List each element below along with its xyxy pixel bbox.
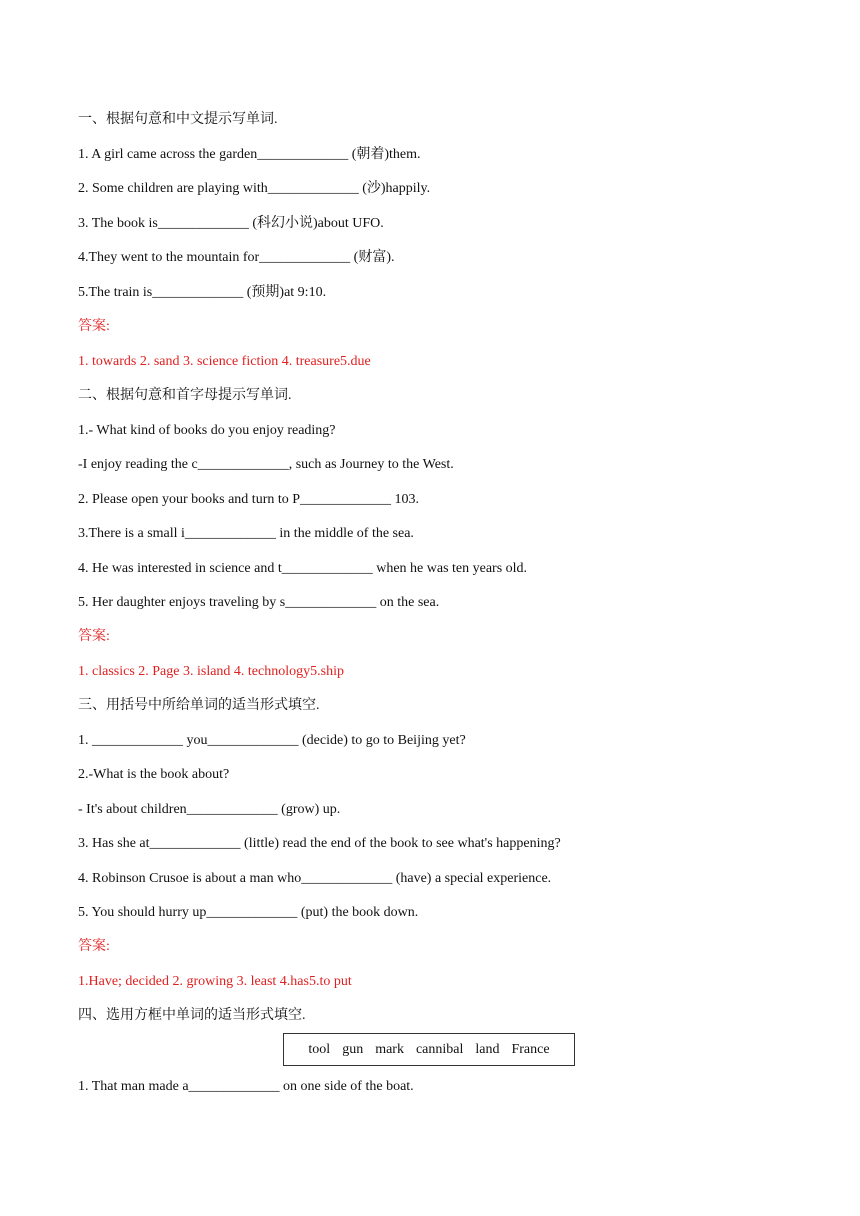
word-box-item: mark bbox=[375, 1041, 404, 1057]
question-line: 1. That man made a_____________ on one side of the boat. bbox=[78, 1079, 414, 1094]
word-box-item: land bbox=[475, 1041, 500, 1057]
answer-label: 答案: bbox=[78, 319, 110, 334]
answer-text: 1. classics 2. Page 3. island 4. technology5.ship bbox=[78, 664, 344, 679]
word-box bbox=[283, 1033, 575, 1066]
answer-label: 答案: bbox=[78, 939, 110, 954]
answer-text: 1.Have; decided 2. growing 3. least 4.has5.to put bbox=[78, 974, 352, 989]
word-box-item: France bbox=[511, 1041, 550, 1057]
question-line: 2. Please open your books and turn to P_____________ 103. bbox=[78, 492, 420, 507]
question-line: 3.There is a small i_____________ in the middle of the sea. bbox=[78, 526, 414, 541]
question-line: 3. The book is_____________ (科幻小说)about UFO. bbox=[78, 216, 384, 231]
question-line: 1. _____________ you_____________ (decide) to go to Beijing yet? bbox=[78, 733, 466, 748]
question-line: 5.The train is_____________ (预期)at 9:10. bbox=[78, 285, 327, 300]
question-line: 4.They went to the mountain for_____________ (财富). bbox=[78, 250, 395, 265]
question-line: -I enjoy reading the c_____________, such as Journey to the West. bbox=[78, 457, 454, 472]
question-line: 5. You should hurry up_____________ (put) the book down. bbox=[78, 905, 419, 920]
question-line: 1. A girl came across the garden_____________ (朝着)them. bbox=[78, 147, 421, 162]
section-4-heading: 四、选用方框中单词的适当形式填空. bbox=[78, 1008, 306, 1023]
word-box-item: cannibal bbox=[415, 1041, 464, 1057]
question-line: 5. Her daughter enjoys traveling by s_____________ on the sea. bbox=[78, 595, 440, 610]
question-line: 2. Some children are playing with_____________ (沙)happily. bbox=[78, 181, 431, 196]
question-line: - It's about children_____________ (grow) up. bbox=[78, 802, 341, 817]
word-box-item: gun bbox=[342, 1041, 364, 1057]
section-1-heading: 一、根据句意和中文提示写单词. bbox=[78, 112, 278, 127]
section-3-heading: 三、用括号中所给单词的适当形式填空. bbox=[78, 698, 320, 713]
word-box-item: tool bbox=[308, 1041, 331, 1057]
answer-text: 1. towards 2. sand 3. science fiction 4. treasure5.due bbox=[78, 354, 371, 369]
section-2-heading: 二、根据句意和首字母提示写单词. bbox=[78, 388, 292, 403]
question-line: 4. He was interested in science and t_____________ when he was ten years old. bbox=[78, 561, 528, 576]
question-line: 3. Has she at_____________ (little) read the end of the book to see what's happening? bbox=[78, 836, 561, 851]
question-line: 4. Robinson Crusoe is about a man who_____________ (have) a special experience. bbox=[78, 871, 552, 886]
question-line: 1.- What kind of books do you enjoy reading? bbox=[78, 423, 336, 438]
answer-label: 答案: bbox=[78, 629, 110, 644]
question-line: 2.-What is the book about? bbox=[78, 767, 230, 782]
